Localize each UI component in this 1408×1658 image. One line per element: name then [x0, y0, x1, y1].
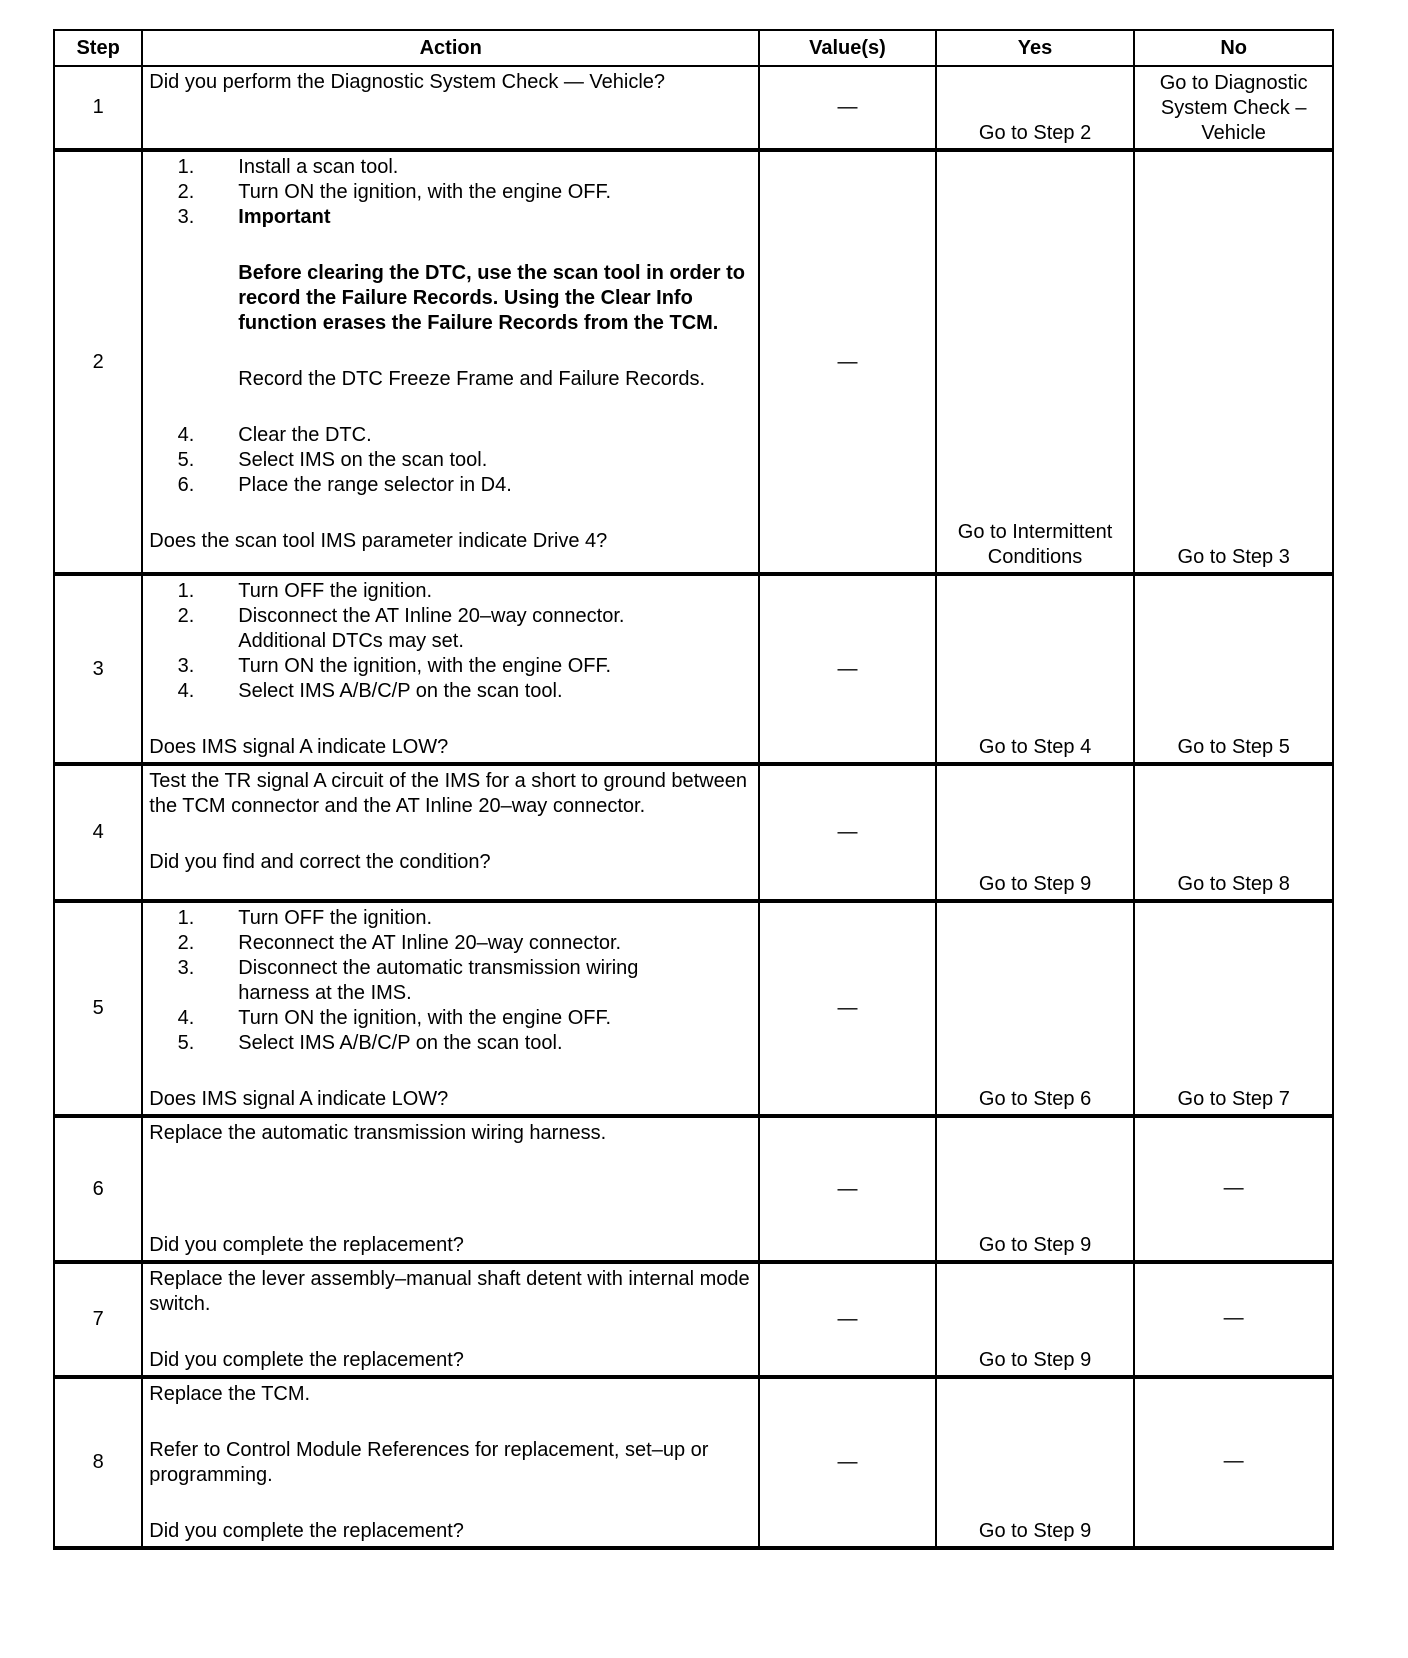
item-text: Disconnect the automatic transmission wiring	[238, 957, 639, 979]
header-no: No	[1134, 30, 1333, 66]
action-cell	[142, 66, 759, 150]
action-cell	[142, 901, 759, 1116]
value-cell: —	[759, 764, 936, 901]
item-number: 4.	[177, 424, 195, 446]
item-text: Reconnect the AT Inline 20–way connector.	[238, 932, 622, 954]
question-text: Does the scan tool IMS parameter indicate Drive 4?	[149, 530, 608, 552]
procedure-list	[149, 155, 752, 230]
yes-cell: Go to Step 9	[936, 764, 1135, 901]
record-note: Record the DTC Freeze Frame and Failure Records.	[238, 368, 706, 390]
no-cell: Go to Diagnostic System Check – Vehicle	[1134, 66, 1333, 150]
question-text: Did you complete the replacement?	[149, 1520, 464, 1542]
action-cell	[142, 764, 759, 901]
no-cell: —	[1134, 1262, 1333, 1377]
yes-cell: Go to Step 6	[936, 901, 1135, 1116]
list-item	[149, 155, 752, 180]
list-item	[149, 448, 752, 473]
important-note: Before clearing the DTC, use the scan tool in order to record the Failure Records. Using the Clear Info function erases the Failure Records from the TCM.	[238, 262, 746, 334]
item-number: 3.	[177, 655, 195, 677]
item-text: Turn OFF the ignition.	[238, 580, 433, 602]
value-cell: —	[759, 574, 936, 764]
item-text: Select IMS on the scan tool.	[238, 449, 488, 471]
list-item	[149, 1006, 752, 1031]
item-number: 4.	[177, 1007, 195, 1029]
list-item	[149, 1031, 752, 1056]
question-text: Did you perform the Diagnostic System Check — Vehicle?	[149, 71, 666, 93]
header-yes: Yes	[936, 30, 1135, 66]
action-text: Replace the TCM.	[149, 1383, 311, 1405]
item-number: 3.	[177, 206, 195, 228]
no-cell: Go to Step 5	[1134, 574, 1333, 764]
table-row	[54, 764, 1333, 901]
list-item	[149, 956, 752, 981]
step-number: 1	[54, 66, 142, 150]
action-cell	[142, 1377, 759, 1548]
item-number	[149, 629, 238, 654]
list-item	[149, 931, 752, 956]
question-text: Did you find and correct the condition?	[149, 851, 491, 873]
header-step: Step	[54, 30, 142, 66]
item-text: Turn ON the ignition, with the engine OFF.	[238, 1007, 612, 1029]
step-number: 3	[54, 574, 142, 764]
action-text: Replace the automatic transmission wiring harness.	[149, 1122, 607, 1144]
list-item	[149, 205, 752, 230]
question-text: Did you complete the replacement?	[149, 1234, 464, 1256]
action-cell	[142, 1116, 759, 1262]
step-number: 8	[54, 1377, 142, 1548]
item-number: 2.	[177, 605, 195, 627]
step-number: 7	[54, 1262, 142, 1377]
no-cell: Go to Step 7	[1134, 901, 1333, 1116]
yes-cell: Go to Intermittent Conditions	[936, 150, 1135, 574]
value-cell: —	[759, 1116, 936, 1262]
value-cell: —	[759, 1377, 936, 1548]
table-row	[54, 574, 1333, 764]
item-number: 6.	[177, 474, 195, 496]
question-text: Did you complete the replacement?	[149, 1349, 464, 1371]
list-item	[149, 679, 752, 704]
item-number: 4.	[177, 680, 195, 702]
item-number: 1.	[177, 580, 195, 602]
procedure-list	[149, 906, 752, 1056]
item-number	[149, 981, 238, 1006]
step-number: 4	[54, 764, 142, 901]
list-item	[149, 981, 752, 1006]
item-text: Turn OFF the ignition.	[238, 907, 433, 929]
action-text: Test the TR signal A circuit of the IMS for a short to ground between the TCM connector and the AT Inline 20–way connector.	[149, 770, 747, 817]
value-cell: —	[759, 66, 936, 150]
action-cell	[142, 1262, 759, 1377]
item-number: 5.	[177, 1032, 195, 1054]
step-number: 5	[54, 901, 142, 1116]
value-cell: —	[759, 150, 936, 574]
item-number: 3.	[177, 957, 195, 979]
procedure-list	[149, 579, 752, 704]
item-number: 1.	[177, 156, 195, 178]
table-row	[54, 1262, 1333, 1377]
item-text: Turn ON the ignition, with the engine OFF.	[238, 655, 612, 677]
action-cell	[142, 150, 759, 574]
item-number: 2.	[177, 932, 195, 954]
list-item	[149, 473, 752, 498]
action-cell	[142, 574, 759, 764]
item-text: Turn ON the ignition, with the engine OFF.	[238, 181, 612, 203]
item-text: Install a scan tool.	[238, 156, 399, 178]
yes-cell: Go to Step 2	[936, 66, 1135, 150]
header-row	[54, 30, 1333, 66]
list-item	[149, 654, 752, 679]
value-cell: —	[759, 1262, 936, 1377]
item-text: Additional DTCs may set.	[238, 630, 464, 652]
value-cell: —	[759, 901, 936, 1116]
yes-cell: Go to Step 9	[936, 1116, 1135, 1262]
reference-note: Refer to Control Module References for replacement, set–up or programming.	[149, 1439, 709, 1486]
question-text: Does IMS signal A indicate LOW?	[149, 1088, 449, 1110]
procedure-list	[149, 423, 752, 498]
important-label: Important	[238, 206, 331, 228]
list-item	[149, 604, 752, 629]
list-item	[149, 180, 752, 205]
no-cell: —	[1134, 1116, 1333, 1262]
no-cell: Go to Step 8	[1134, 764, 1333, 901]
step-number: 2	[54, 150, 142, 574]
item-number: 5.	[177, 449, 195, 471]
header-values: Value(s)	[759, 30, 936, 66]
yes-cell: Go to Step 9	[936, 1262, 1135, 1377]
item-text: Clear the DTC.	[238, 424, 372, 446]
item-text: Disconnect the AT Inline 20–way connector.	[238, 605, 625, 627]
table-row	[54, 150, 1333, 574]
action-text: Replace the lever assembly–manual shaft detent with internal mode switch.	[149, 1268, 750, 1315]
table-row	[54, 901, 1333, 1116]
no-cell: —	[1134, 1377, 1333, 1548]
item-number: 2.	[177, 181, 195, 203]
table-row	[54, 66, 1333, 150]
diagnostic-table	[53, 29, 1334, 1550]
step-number: 6	[54, 1116, 142, 1262]
table-row	[54, 1377, 1333, 1548]
item-text: Select IMS A/B/C/P on the scan tool.	[238, 1032, 563, 1054]
no-cell: Go to Step 3	[1134, 150, 1333, 574]
table-row	[54, 1116, 1333, 1262]
item-text: Select IMS A/B/C/P on the scan tool.	[238, 680, 563, 702]
list-item	[149, 579, 752, 604]
item-number: 1.	[177, 907, 195, 929]
item-text: harness at the IMS.	[238, 982, 412, 1004]
yes-cell: Go to Step 4	[936, 574, 1135, 764]
header-action: Action	[142, 30, 759, 66]
item-text: Place the range selector in D4.	[238, 474, 512, 496]
list-item	[149, 423, 752, 448]
list-item	[149, 629, 752, 654]
question-text: Does IMS signal A indicate LOW?	[149, 736, 449, 758]
yes-cell: Go to Step 9	[936, 1377, 1135, 1548]
list-item	[149, 906, 752, 931]
